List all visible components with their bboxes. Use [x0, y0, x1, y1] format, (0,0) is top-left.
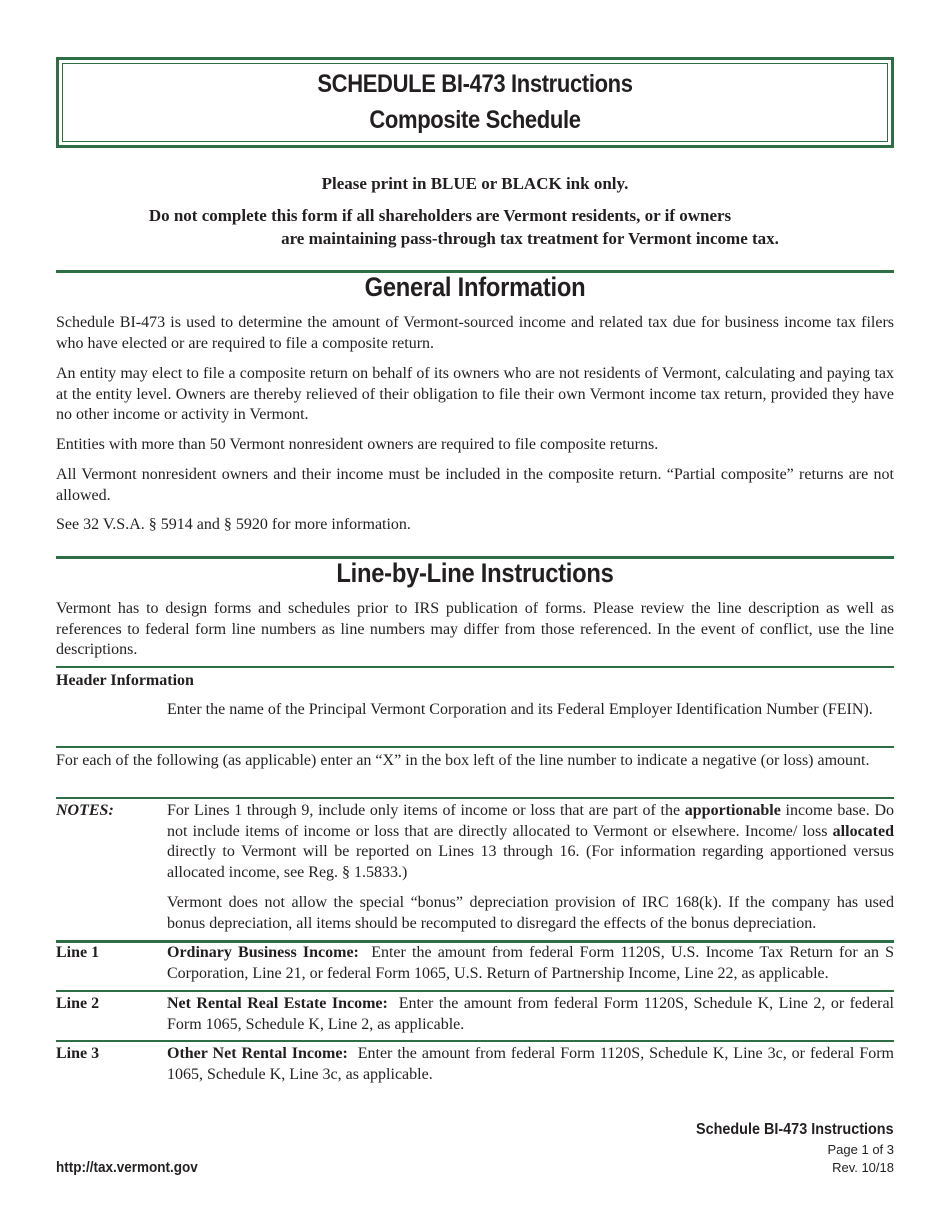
row-divider [56, 797, 894, 799]
notes-label: NOTES: [56, 802, 114, 819]
footer-website-link[interactable]: http://tax.vermont.gov [56, 1159, 198, 1176]
negative-amount-instruction: For each of the following (as applicable) enter an “X” in the box left of the line number to indicate a negative (or loss) amount. [56, 752, 870, 769]
document-subtitle: Composite Schedule [369, 106, 581, 134]
line-1-label: Line 1 [56, 944, 100, 961]
footer-revision: Rev. 10/18 [832, 1160, 894, 1175]
row-divider [56, 666, 894, 668]
row-divider [56, 746, 894, 748]
row-divider [56, 1040, 894, 1042]
ink-notice: Please print in BLUE or BLACK ink only. [321, 174, 629, 193]
line-2-text: Net Rental Real Estate Income: Enter the amount from federal Form 1120S, Schedule K, Line 2, or federal Form 1065, Schedule K, Line 2, as applicable. [167, 995, 898, 1033]
general-paragraph-4: All Vermont nonresident owners and their income must be included in the composite return. “Partial composite” returns are not allowed. [56, 466, 894, 504]
line-1-text: Ordinary Business Income: Enter the amount from federal Form 1120S, U.S. Income Tax Return for an S Corporation, Line 21, or federal Form 1065, U.S. Return of Partnership Income, Line 22, as applicable. [167, 944, 898, 982]
line-by-line-heading: Line-by-Line Instructions [336, 558, 614, 588]
row-divider [56, 990, 894, 992]
line-3-text: Other Net Rental Income: Enter the amount from federal Form 1120S, Schedule K, Line 3c, or federal Form 1065, Schedule K, Line 3c, as applicable. [167, 1045, 899, 1083]
header-information-label: Header Information [56, 672, 194, 689]
warning-line-2: are maintaining pass-through tax treatment for Vermont income tax. [281, 229, 779, 248]
notes-paragraph-1: For Lines 1 through 9, include only items of income or loss that are part of the apportionable income base. Do not include items of income or loss that are directly allocated to Vermont or elsewhere. Income/ loss allocated directly to Vermont will be reported on Lines 13 through 16. (For information regarding apportioned versus allocated income, see Reg. § 1.5833.) [167, 802, 895, 881]
document-title: SCHEDULE BI-473 Instructions [317, 70, 633, 98]
warning-line-1: Do not complete this form if all shareholders are Vermont residents, or if owners [148, 206, 732, 225]
general-paragraph-5: See 32 V.S.A. § 5914 and § 5920 for more information. [56, 516, 411, 533]
line-3-label: Line 3 [56, 1045, 100, 1062]
general-information-heading: General Information [364, 272, 586, 302]
title-box [56, 57, 894, 148]
line-2-label: Line 2 [56, 995, 100, 1012]
general-paragraph-2: An entity may elect to file a composite return on behalf of its owners who are not residents of Vermont, calculating and paying tax at the entity level. Owners are thereby relieved of their obligation to file their own Vermont income tax return, provided they have no other income or activity in Vermont. [56, 365, 894, 423]
footer-document-title: Schedule BI-473 Instructions [696, 1121, 894, 1138]
notes-paragraph-2: Vermont does not allow the special “bonus” depreciation provision of IRC 168(k). If the company has used bonus depreciation, all items should be recomputed to disregard the effects of the bonus depreciation. [167, 894, 894, 932]
header-information-text: Enter the name of the Principal Vermont Corporation and its Federal Employer Identification Number (FEIN). [167, 701, 873, 718]
general-paragraph-3: Entities with more than 50 Vermont nonresident owners are required to file composite returns. [56, 436, 659, 453]
general-paragraph-1: Schedule BI-473 is used to determine the amount of Vermont-sourced income and related tax due for business income tax filers who have elected or are required to file a composite return. [56, 314, 894, 352]
footer-page-number: Page 1 of 3 [827, 1142, 894, 1157]
line-by-line-intro: Vermont has to design forms and schedules prior to IRS publication of forms. Please review the line description as well as references to federal form line numbers as line numbers may differ from those referenced. In the event of conflict, use the line descriptions. [56, 600, 894, 658]
